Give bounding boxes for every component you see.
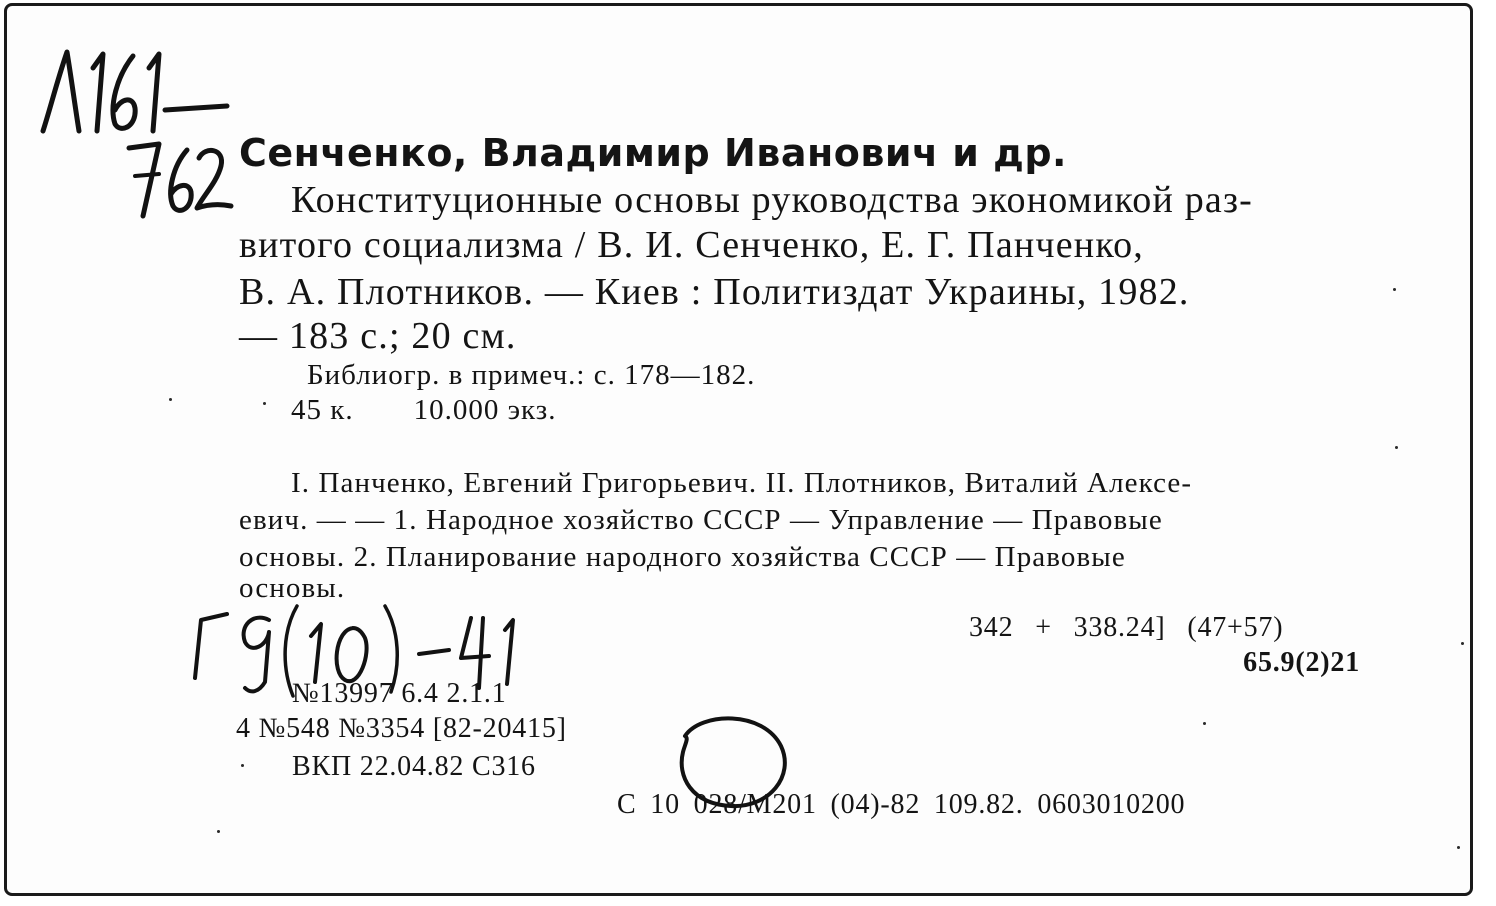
technical-line: 4 №548 №3354 [82-20415] xyxy=(236,713,567,744)
scan-speck xyxy=(217,830,220,833)
price-and-print-run xyxy=(291,396,556,425)
tracing-line: евич. — — 1. Народное хозяйство СССР — Управление — Правовые xyxy=(239,504,1163,536)
title-line: — 183 с.; 20 см. xyxy=(239,315,517,357)
scan-speck xyxy=(241,764,244,767)
technical-line: ВКП 22.04.82 С316 xyxy=(292,751,536,782)
price: 45 к. xyxy=(291,394,354,426)
technical-line: №13997 6.4 2.1.1 xyxy=(292,678,507,709)
technical-line: С 10 028/М201 (04)-82 109.82. 0603010200 xyxy=(617,789,1186,820)
scan-speck xyxy=(1461,642,1464,645)
title-line: Конституционные основы руководства экономикой раз- xyxy=(291,179,1254,221)
bibliography-note: Библиогр. в примеч.: с. 178—182. xyxy=(307,359,756,391)
title-line: витого социализма / В. И. Сенченко, Е. Г. Панченко, xyxy=(239,224,1144,266)
tracing-line: основы. xyxy=(239,572,346,604)
scan-speck xyxy=(169,398,172,401)
classification-index-secondary: 65.9(2)21 xyxy=(1243,647,1360,678)
scan-speck xyxy=(1457,846,1460,849)
catalog-card xyxy=(4,3,1473,896)
title-line: В. А. Плотников. — Киев : Политиздат Украины, 1982. xyxy=(239,271,1190,313)
author-heading: Сенченко, Владимир Иванович и др. xyxy=(239,131,1067,175)
shelfmark-handwritten xyxy=(37,36,237,226)
print-run: 10.000 экз. xyxy=(413,394,557,426)
scan-speck xyxy=(1203,722,1206,725)
tracing-line: I. Панченко, Евгений Григорьевич. II. Плотников, Виталий Алексе- xyxy=(291,467,1193,499)
tracing-line: основы. 2. Планирование народного хозяйства СССР — Правовые xyxy=(239,541,1126,573)
scan-speck xyxy=(1395,446,1398,449)
scan-speck xyxy=(1393,288,1396,291)
scan-speck xyxy=(263,402,266,405)
classification-index: 342 + 338.24] (47+57) xyxy=(969,612,1284,643)
handdrawn-circle-mark xyxy=(671,706,801,816)
